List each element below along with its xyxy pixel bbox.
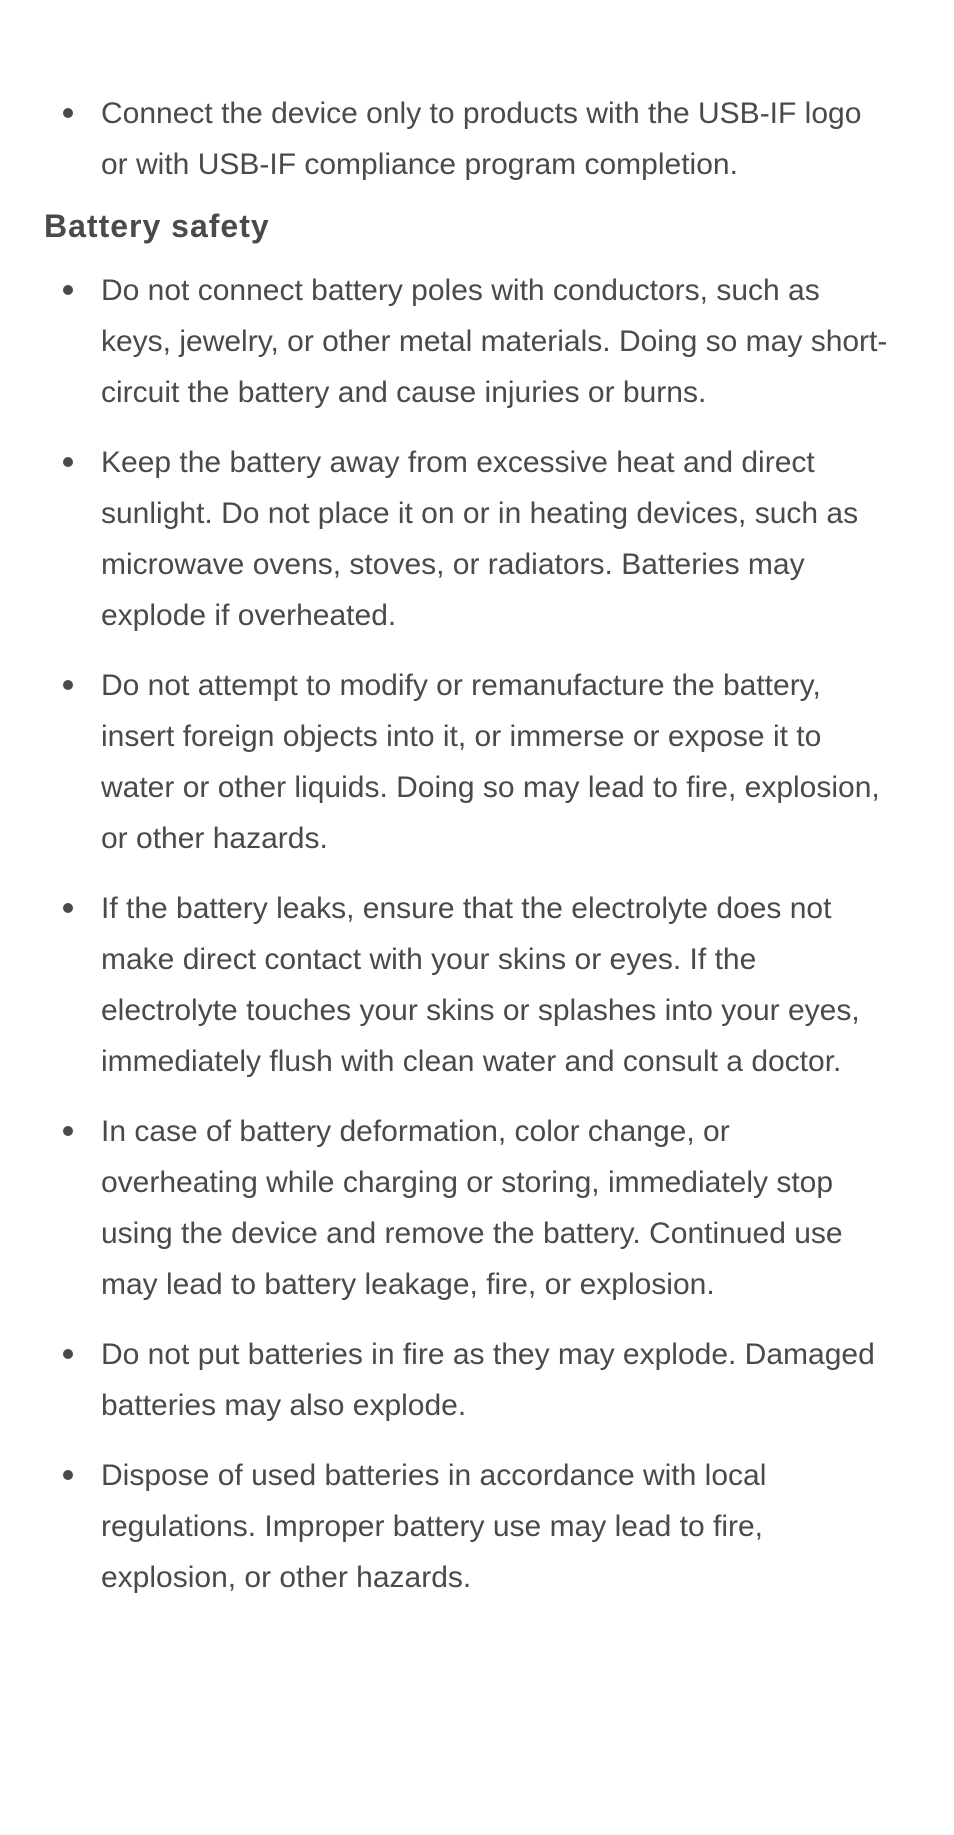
- list-item: [44, 1106, 894, 1310]
- list-item-text: Dispose of used batteries in accordance with local regulations. Improper battery use may lead to fire, explosion, or other hazards.: [101, 1459, 767, 1594]
- list-item: [44, 1329, 894, 1431]
- list-item: [44, 1450, 894, 1603]
- bullet-icon: [63, 1470, 73, 1480]
- list-item-text: Do not connect battery poles with conductors, such as keys, jewelry, or other metal materials. Doing so may short-circuit the battery and cause injuries or burns.: [101, 274, 888, 409]
- bullet-icon: [63, 108, 73, 118]
- list-item-text: Connect the device only to products with the USB-IF logo or with USB-IF compliance program completion.: [101, 97, 862, 181]
- list-item-text: If the battery leaks, ensure that the electrolyte does not make direct contact with your skins or eyes. If the electrolyte touches your skins or splashes into your eyes, immediately flush with clean water and consult a doctor.: [101, 892, 860, 1078]
- list-item: [44, 88, 894, 190]
- bullet-icon: [63, 1126, 73, 1136]
- list-item-text: Do not attempt to modify or remanufacture the battery, insert foreign objects into it, or immerse or expose it to water or other liquids. Doing so may lead to fire, explosion, or other hazards.: [101, 669, 880, 855]
- battery-safety-list: [44, 265, 894, 1603]
- list-item-text: In case of battery deformation, color change, or overheating while charging or storing, immediately stop using the device and remove the battery. Continued use may lead to battery leakage, fire, or explosion.: [101, 1115, 843, 1301]
- list-item-text: Keep the battery away from excessive heat and direct sunlight. Do not place it on or in heating devices, such as microwave ovens, stoves, or radiators. Batteries may explode if overheated.: [101, 446, 859, 632]
- list-item: [44, 660, 894, 864]
- bullet-icon: [63, 457, 73, 467]
- list-item-text: Do not put batteries in fire as they may explode. Damaged batteries may also explode.: [101, 1338, 875, 1422]
- bullet-icon: [63, 903, 73, 913]
- section-heading: Battery safety: [44, 208, 270, 244]
- list-item: [44, 437, 894, 641]
- list-item: [44, 265, 894, 418]
- bullet-icon: [63, 285, 73, 295]
- intro-bullet-list: [44, 88, 894, 190]
- list-item: [44, 883, 894, 1087]
- bullet-icon: [63, 680, 73, 690]
- bullet-icon: [63, 1349, 73, 1359]
